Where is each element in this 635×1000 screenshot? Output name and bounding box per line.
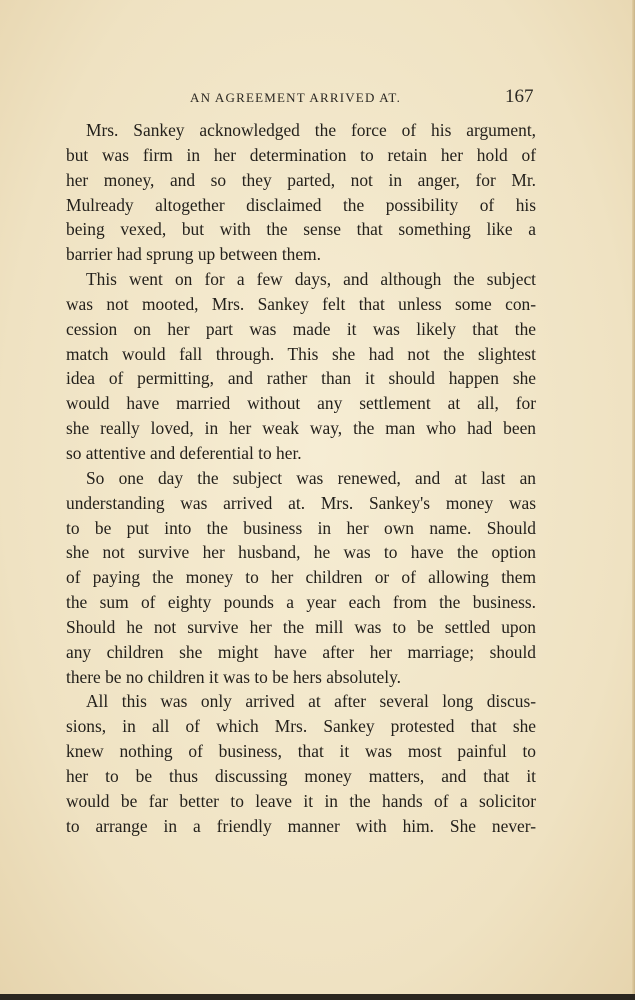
scan-bottom-border <box>0 994 635 1000</box>
text-line: understanding was arrived at. Mrs. Sankey's money was <box>66 492 536 513</box>
text-line: her money, and so they parted, not in anger, for Mr. <box>66 169 536 190</box>
text-line: her to be thus discussing money matters, and that it <box>66 765 536 786</box>
text-line: sions, in all of which Mrs. Sankey protested that she <box>66 716 536 737</box>
text-line: she not survive her husband, he was to have the option <box>66 542 536 563</box>
text-line: match would fall through. This she had not the slightest <box>66 343 536 364</box>
text-line: Mrs. Sankey acknowledged the force of his argument, <box>86 120 536 140</box>
running-head: AN AGREEMENT ARRIVED AT. <box>190 90 402 105</box>
text-line: of paying the money to her children or of allowing them <box>66 567 536 588</box>
text-line: So one day the subject was renewed, and at last an <box>86 467 536 488</box>
body-text <box>66 118 536 838</box>
text-line: being vexed, but with the sense that something like a <box>66 219 536 240</box>
text-line: was not mooted, Mrs. Sankey felt that unless some con- <box>66 293 536 314</box>
text-line: Mulready altogether disclaimed the possibility of his <box>66 194 536 215</box>
text-line: All this was only arrived at after several long discus- <box>86 691 536 712</box>
text-line: barrier had sprung up between them. <box>66 244 321 265</box>
text-line: the sum of eighty pounds a year each from the business. <box>66 592 536 613</box>
text-line: but was firm in her determination to retain her hold of <box>66 144 536 165</box>
text-line: any children she might have after her marriage; should <box>66 641 536 662</box>
text-line: cession on her part was made it was likely that the <box>66 318 536 339</box>
text-line: would be far better to leave it in the hands of a solicitor <box>66 790 536 811</box>
text-line: idea of permitting, and rather than it should happen she <box>66 368 536 389</box>
text-line: to arrange in a friendly manner with him. She never- <box>66 815 536 836</box>
text-line: knew nothing of business, that it was most painful to <box>66 741 536 762</box>
text-line: so attentive and deferential to her. <box>66 442 302 463</box>
text-line: she really loved, in her weak way, the man who had been <box>66 418 536 439</box>
text-line: This went on for a few days, and although the subject <box>86 269 536 290</box>
text-line: there be no children it was to be hers absolutely. <box>66 666 401 687</box>
text-line: Should he not survive her the mill was to be settled upon <box>66 616 536 637</box>
page-number: 167 <box>505 86 534 107</box>
text-line: to be put into the business in her own name. Should <box>66 517 536 538</box>
text-line: would have married without any settlement at all, for <box>66 393 536 414</box>
page-header <box>0 86 635 112</box>
